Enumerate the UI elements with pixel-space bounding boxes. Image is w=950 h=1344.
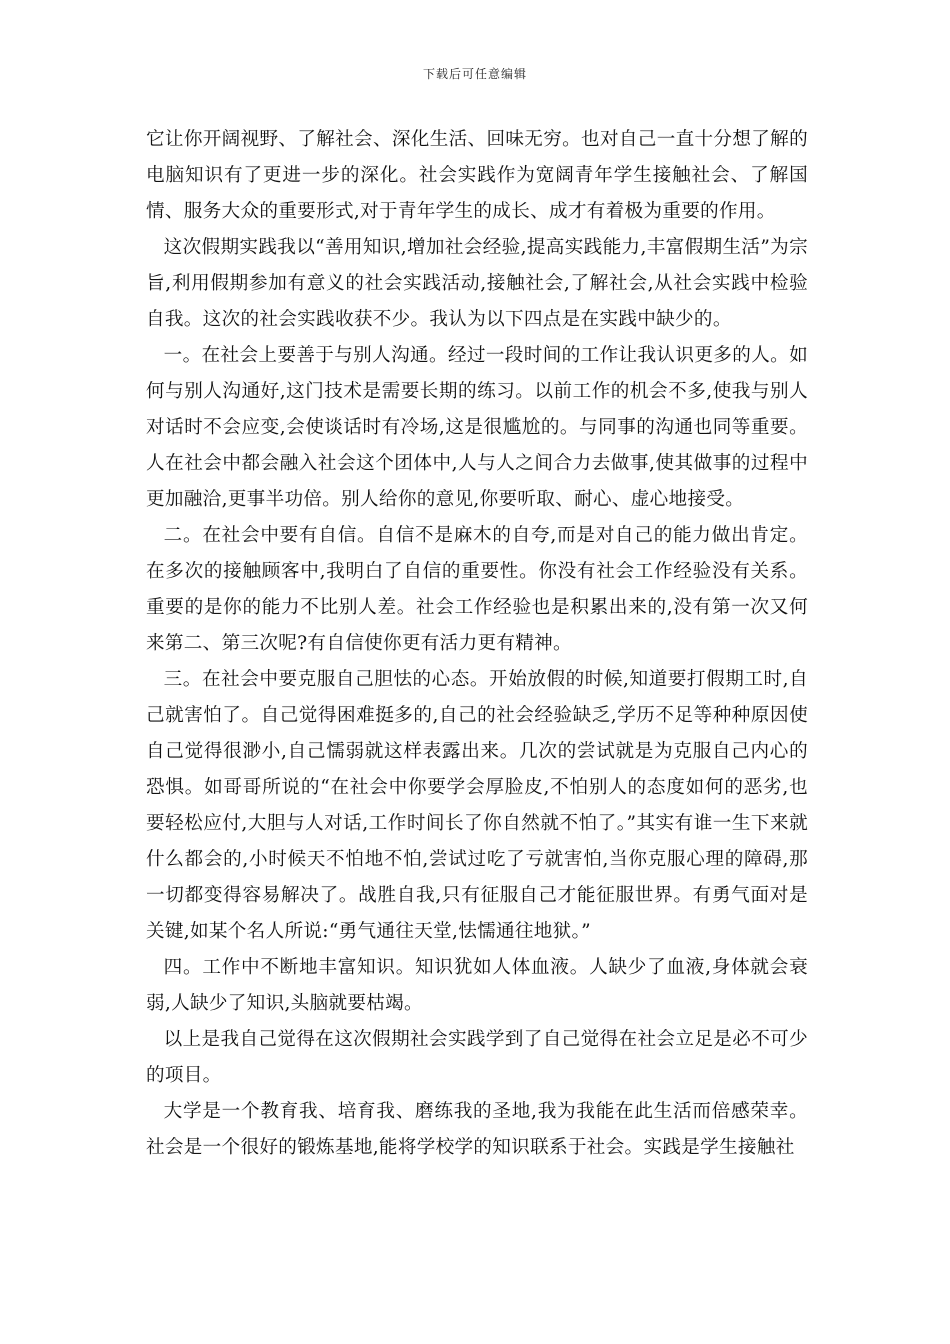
paragraph: 三。在社会中要克服自己胆怯的心态。开始放假的时候,知道要打假期工时,自己就害怕了。自己觉得困难挺多的,自己的社会经验缺乏,学历不足等种种原因使自己觉得很渺小,自己懦弱就这样表露出来。几次的尝试就是为克服自己内心的恐惧。如哥哥所说的“在社会中你要学会厚脸皮,不怕别人的态度如何的恶劣,也要轻松应付,大胆与人对话,工作时间长了你自然就不怕了。”其实有谁一生下来就什么都会的,小时候天不怕地不怕,尝试过吃了亏就害怕,当你克服心理的障碍,那一切都变得容易解决了。战胜自我,只有征服自己才能征服世界。有勇气面对是关键,如某个名人所说:“勇气通往天堂,怯懦通往地狱。” [146, 669, 808, 942]
document-body [146, 122, 808, 1166]
paragraph: 四。工作中不断地丰富知识。知识犹如人体血液。人缺少了血液,身体就会衰弱,人缺少了知识,头脑就要枯竭。 [146, 957, 808, 1014]
paragraph: 它让你开阔视野、了解社会、深化生活、回味无穷。也对自己一直十分想了解的电脑知识有了更进一步的深化。社会实践作为宽阔青年学生接触社会、了解国情、服务大众的重要形式,对于青年学生的成长、成才有着极为重要的作用。 [146, 129, 808, 222]
paragraph: 一。在社会上要善于与别人沟通。经过一段时间的工作让我认识更多的人。如何与别人沟通好,这门技术是需要长期的练习。以前工作的机会不多,使我与别人对话时不会应变,会使谈话时有冷场,这是很尴尬的。与同事的沟通也同等重要。人在社会中都会融入社会这个团体中,人与人之间合力去做事,使其做事的过程中更加融洽,更事半功倍。别人给你的意见,你要听取、耐心、虚心地接受。 [146, 345, 808, 510]
paragraph: 这次假期实践我以“善用知识,增加社会经验,提高实践能力,丰富假期生活”为宗旨,利用假期参加有意义的社会实践活动,接触社会,了解社会,从社会实践中检验自我。这次的社会实践收获不少。我认为以下四点是在实践中缺少的。 [146, 237, 808, 330]
paragraph: 二。在社会中要有自信。自信不是麻木的自夸,而是对自己的能力做出肯定。在多次的接触顾客中,我明白了自信的重要性。你没有社会工作经验没有关系。重要的是你的能力不比别人差。社会工作经验也是积累出来的,没有第一次又何来第二、第三次呢?有自信使你更有活力更有精神。 [146, 525, 808, 654]
paragraph: 以上是我自己觉得在这次假期社会实践学到了自己觉得在社会立足是必不可少的项目。 [146, 1029, 808, 1086]
page-header: 下载后可任意编辑 [422, 67, 527, 81]
paragraph: 大学是一个教育我、培育我、磨练我的圣地,我为我能在此生活而倍感荣幸。社会是一个很好的锻炼基地,能将学校学的知识联系于社会。实践是学生接触社 [146, 1101, 808, 1158]
